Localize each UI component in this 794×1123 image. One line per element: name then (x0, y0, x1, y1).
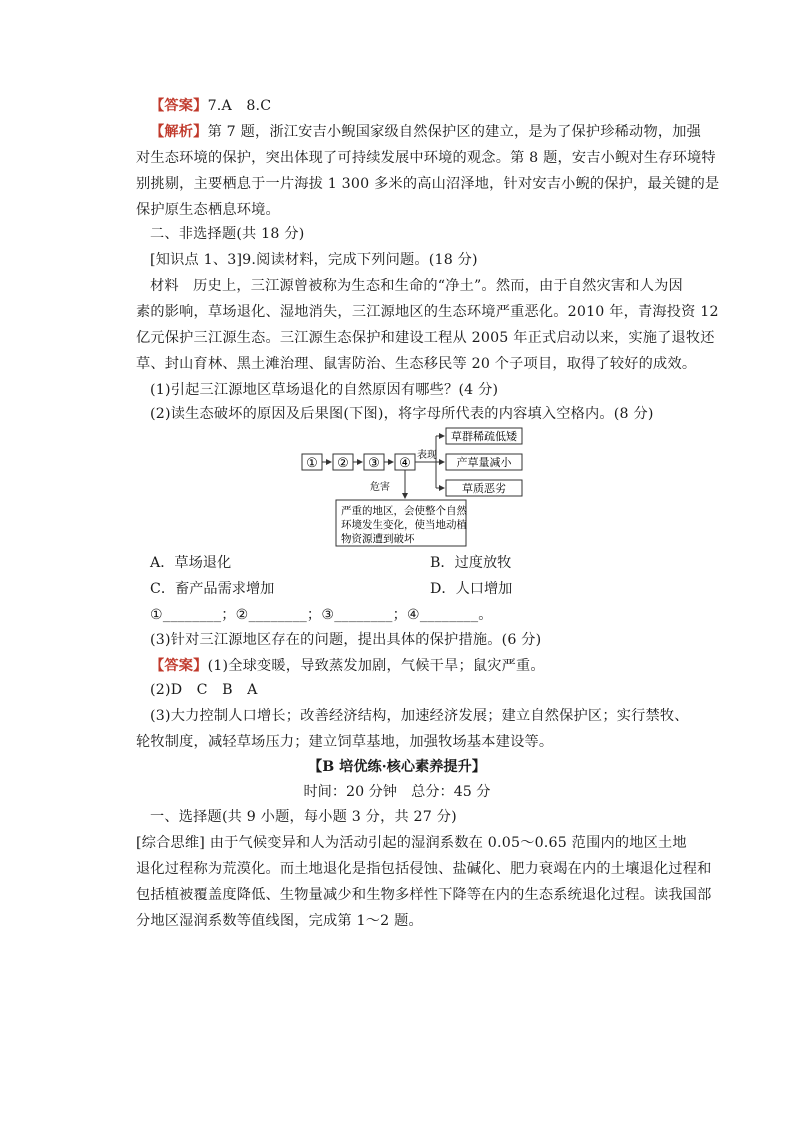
option-a: A．草场退化 (150, 555, 232, 571)
analysis-line-2: 对生态环境的保护，突出体现了可持续发展中环境的观念。第 8 题，安吉小鲵对生存环境特 (136, 150, 716, 166)
harm-text-1: 严重的地区，会使整个自然 (341, 505, 467, 517)
result-box-3 (446, 480, 522, 496)
section-heading-1: 一、选择题(共 9 小题，每小题 3 分，共 27 分) (150, 809, 457, 825)
node-1-label: ① (306, 456, 318, 471)
question-3: (3)针对三江源地区存在的问题，提出具体的保护措施。(6 分) (150, 632, 542, 648)
analysis-line-1 (150, 122, 701, 142)
result-3-label: 草质恶劣 (462, 482, 506, 495)
option-b: B．过度放牧 (430, 555, 512, 571)
harm-text-3: 物资源遭到破坏 (341, 533, 415, 545)
question-2: (2)读生态破坏的原因及后果图(下图)，将字母所代表的内容填入空格内。(8 分) (150, 406, 654, 422)
material-line-2: 素的影响，草场退化、湿地消失，三江源地区的生态环境严重恶化。2010 年，青海投资 12 (136, 304, 719, 320)
answer-tag-2: 【答案】 (150, 658, 208, 674)
section-heading-2: 二、非选择题(共 18 分) (150, 226, 305, 242)
harm-label: 危害 (370, 482, 390, 493)
answer-line-1 (150, 96, 271, 116)
question-9-intro: [知识点 1、3]9.阅读材料，完成下列问题。(18 分) (150, 252, 478, 268)
result-2-label: 产草量减小 (456, 456, 512, 469)
final-line-1: [综合思维] 由于气候变异和人为活动引起的湿润系数在 0.05～0.65 范围内的地区土地 (136, 835, 687, 851)
node-1 (302, 454, 322, 471)
final-line-4: 分地区湿润系数等值线图，完成第 1～2 题。 (136, 913, 423, 929)
time-info: 时间：20 分钟 总分：45 分 (303, 784, 491, 800)
node-3 (364, 454, 384, 471)
material-line-3: 亿元保护三江源生态。三江源生态保护和建设工程从 2005 年正式启动以来，实施了退牧还 (136, 330, 715, 346)
material-line-1: 材料 历史上，三江源曾被称为生态和生命的“净土”。然而，由于自然灾害和人为因 (150, 278, 683, 294)
cause-effect-diagram (296, 424, 528, 550)
node-4 (395, 454, 415, 471)
result-box-2 (446, 454, 522, 470)
question-1: (1)引起三江源地区草场退化的自然原因有哪些？(4 分) (150, 382, 499, 398)
answer-line-4: (3)大力控制人口增长；改善经济结构，加速经济发展；建立自然保护区；实行禁牧、 (150, 708, 689, 724)
answer-line-5: 轮牧制度，减轻草场压力；建立饲草基地，加强牧场基本建设等。 (136, 734, 554, 750)
final-line-3: 包括植被覆盖度降低、生物量减少和生物多样性下降等在内的生态系统退化过程。读我国部 (136, 887, 712, 903)
section-b-heading: 【B 培优练·核心素养提升】 (308, 759, 486, 775)
result-box-1 (446, 428, 522, 444)
material-line-4: 草、封山育林、黑土滩治理、鼠害防治、生态移民等 20 个子项目，取得了较好的成效。 (136, 356, 697, 372)
node-2 (333, 454, 353, 471)
harm-text-2: 环境发生变化，使当地动植 (341, 519, 467, 531)
answer-tag: 【答案】 (150, 98, 208, 114)
analysis-text-1: 第 7 题，浙江安吉小鲵国家级自然保护区的建立，是为了保护珍稀动物，加强 (207, 124, 701, 140)
answer-blanks: ①________；②________；③________；④________。 (150, 607, 493, 623)
analysis-line-4: 保护原生态栖息环境。 (136, 202, 280, 218)
show-label: 表现 (417, 450, 437, 461)
answer-line-3: (2)D C B A (150, 682, 258, 698)
option-c: C．畜产品需求增加 (150, 581, 275, 597)
result-1-label: 草群稀疏低矮 (451, 430, 517, 443)
option-d: D．人口增加 (430, 581, 513, 597)
node-2-label: ② (337, 456, 349, 471)
answer-line-2 (150, 656, 545, 676)
node-3-label: ③ (368, 456, 380, 471)
answer-text: 7.A 8.C (207, 98, 272, 114)
final-line-2: 退化过程称为荒漠化。而土地退化是指包括侵蚀、盐碱化、肥力衰竭在内的土壤退化过程和 (136, 861, 712, 877)
analysis-line-3: 别挑剔，主要栖息于一片海拔 1 300 多米的高山沼泽地，针对安吉小鲵的保护，最关键的是 (136, 176, 720, 192)
answer-text-2: (1)全球变暖，导致蒸发加剧，气候干旱；鼠灾严重。 (207, 658, 545, 674)
harm-box (336, 500, 467, 546)
node-4-label: ④ (399, 456, 411, 471)
analysis-tag: 【解析】 (150, 124, 208, 140)
